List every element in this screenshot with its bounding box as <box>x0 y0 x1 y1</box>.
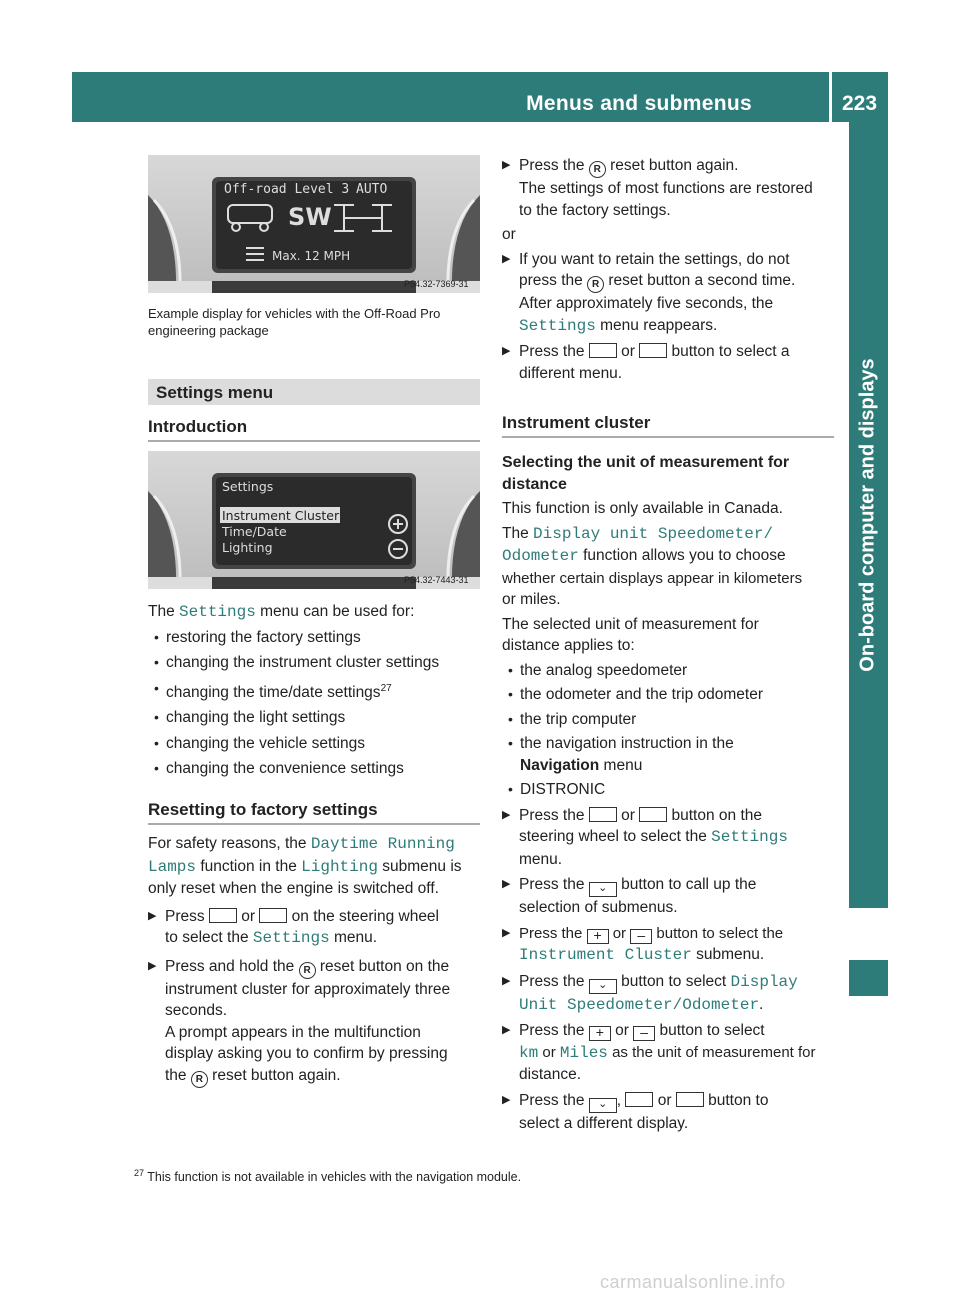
figure-code: P54.32-7369-31 <box>404 279 469 289</box>
header-divider <box>829 72 832 122</box>
reset-button-icon: R <box>299 962 316 979</box>
section-title: Menus and submenus <box>526 92 752 115</box>
step: ▶ Press or on the steering wheel <box>148 907 439 925</box>
display-max-speed: Max. 12 MPH <box>272 249 351 263</box>
menu-left-button-icon <box>589 343 617 358</box>
display-auto: AUTO <box>356 182 388 197</box>
menu-left-button-icon <box>625 1092 653 1107</box>
page-number: 223 <box>842 92 878 115</box>
list-item: • restoring the factory settings <box>154 628 361 646</box>
plus-button-icon: + <box>589 1026 611 1041</box>
display-item-instrument-cluster: Instrument Cluster <box>222 508 340 523</box>
side-tab <box>849 122 888 908</box>
display-sw: SW <box>288 203 332 231</box>
reset-block: For safety reasons, the Daytime Running Lamps function in the Lighting submenu is only reset when the engine is switched off. ▶ Press or on the steering wheel to select the Settings menu. ▶ Press and hold the R reset button on the instrument cluster for approximately three seconds. A prompt appears in the multifunction display asking you to confirm by pressing the R reset button again. <box>148 833 480 1088</box>
minus-button-icon: – <box>630 929 652 944</box>
right-block-main: Selecting the unit of measurement for distance This function is only available in Canada. The Display unit Speedometer/ Odometer function allows you to choose whether certain displays appear in kilometers or miles. The selected unit of measurement for distance applies to: • the analog speedometer • the odometer and the trip odometer • the trip computer • the navigation instruction in the Navigation menu • DISTRONIC ▶ Press the or button on the steering wheel to select the Settings menu. ▶ Press the ⌄ button to call up the selection of submenus. ▶ Press the + or – button to select the Instrument Cluster submenu. ▶ Press the ⌄ button to select Display Unit Speedometer/Odometer. ▶ Press the + or – button to select km or Miles as the unit of measurement for distance. ▶ Press the ⌄ , or button to select a different display. <box>502 452 834 1134</box>
reset-button-icon: R <box>589 161 606 178</box>
watermark: carmanualsonline.info <box>600 1272 786 1292</box>
display-item-time-date: Time/Date <box>222 524 287 539</box>
side-tab-marker <box>849 960 888 996</box>
footnote-ref: 27 <box>380 682 392 694</box>
divider <box>502 436 834 438</box>
display-item-lighting: Lighting <box>222 540 273 555</box>
step: ▶ Press the R reset button again. <box>502 155 834 178</box>
display-settings-title: Settings <box>222 479 274 494</box>
list-item: • DISTRONIC <box>508 781 606 798</box>
plus-button-icon: + <box>587 929 609 944</box>
list-item: • changing the instrument cluster settings <box>154 654 440 671</box>
step: ▶ Press the or button to select a <box>502 343 790 360</box>
step: ▶ Press the ⌄ button to select Display <box>502 971 834 994</box>
list-item: • changing the vehicle settings <box>154 734 366 752</box>
step: ▶ Press the + or – button to select <box>502 1022 765 1040</box>
subheading-introduction: Introduction <box>148 417 248 436</box>
menu-right-button-icon <box>639 807 667 822</box>
subheading-resetting: Resetting to factory settings <box>148 800 378 819</box>
side-tab-label: On-board computer and displays <box>856 358 879 672</box>
ok-button-icon: ⌄ <box>589 1098 617 1113</box>
ok-button-icon: ⌄ <box>589 979 617 994</box>
figure-settings-display <box>148 451 480 589</box>
display-offroad-level: Off-road Level 3 <box>224 182 350 197</box>
section-heading: Settings menu <box>156 383 274 402</box>
reset-button-icon: R <box>191 1071 208 1088</box>
menu-right-button-icon <box>676 1092 704 1107</box>
right-block-top: ▶ Press the R reset button again. The settings of most functions are restored to the factory settings. or ▶ If you want to retain the settings, do not press the R reset button a second time. After approximately five seconds, the Settings menu reappears. ▶ Press the or button to select a different menu. <box>502 155 834 384</box>
section-heading-box <box>148 379 480 405</box>
list-item: • changing the convenience settings <box>154 760 404 778</box>
menu-right-button-icon <box>259 908 287 923</box>
step: ▶ Press the ⌄ , or button to <box>502 1090 834 1113</box>
ok-button-icon: ⌄ <box>589 882 617 897</box>
figure-offroad-display <box>148 155 480 293</box>
list-item: • the navigation instruction in the <box>508 735 734 752</box>
subheading-instrument-cluster: Instrument cluster <box>502 413 651 432</box>
step: ▶ Press the or button on the <box>502 806 762 824</box>
intro-block: The Settings menu can be used for: • restoring the factory settings • changing the instrument cluster settings • changing the time/date settings$^{27}$ • changing the light settings • changing the vehicle settings • changing the convenience settings <box>148 601 480 780</box>
list-item: • changing the time/date settings$^{27}$ <box>154 679 392 701</box>
list-item: • the odometer and the trip odometer <box>508 686 763 703</box>
figure-code: P54.32-7443-31 <box>404 575 469 585</box>
list-item: • changing the light settings <box>154 709 346 727</box>
step: ▶ Press the + or – button to select the <box>502 924 784 943</box>
reset-button-icon: R <box>587 276 604 293</box>
minus-button-icon: – <box>633 1026 655 1041</box>
list-item: • the analog speedometer <box>508 661 688 679</box>
list-item: • the trip computer <box>508 710 637 728</box>
page-header <box>72 72 888 122</box>
menu-left-button-icon <box>209 908 237 923</box>
figure-caption: Example display for vehicles with the Off-Road Pro engineering package <box>148 306 441 338</box>
settings-term: Settings <box>179 603 256 621</box>
divider <box>148 440 480 442</box>
step: ▶ Press the ⌄ button to call up the <box>502 874 834 897</box>
divider <box>148 823 480 825</box>
step: ▶ Press and hold the R reset button on the <box>148 956 480 979</box>
menu-right-button-icon <box>639 343 667 358</box>
menu-left-button-icon <box>589 807 617 822</box>
footnote: $^{27}$ This function is not available in vehicles with the navigation module. <box>134 1168 522 1185</box>
step: ▶ If you want to retain the settings, do not <box>502 250 790 268</box>
